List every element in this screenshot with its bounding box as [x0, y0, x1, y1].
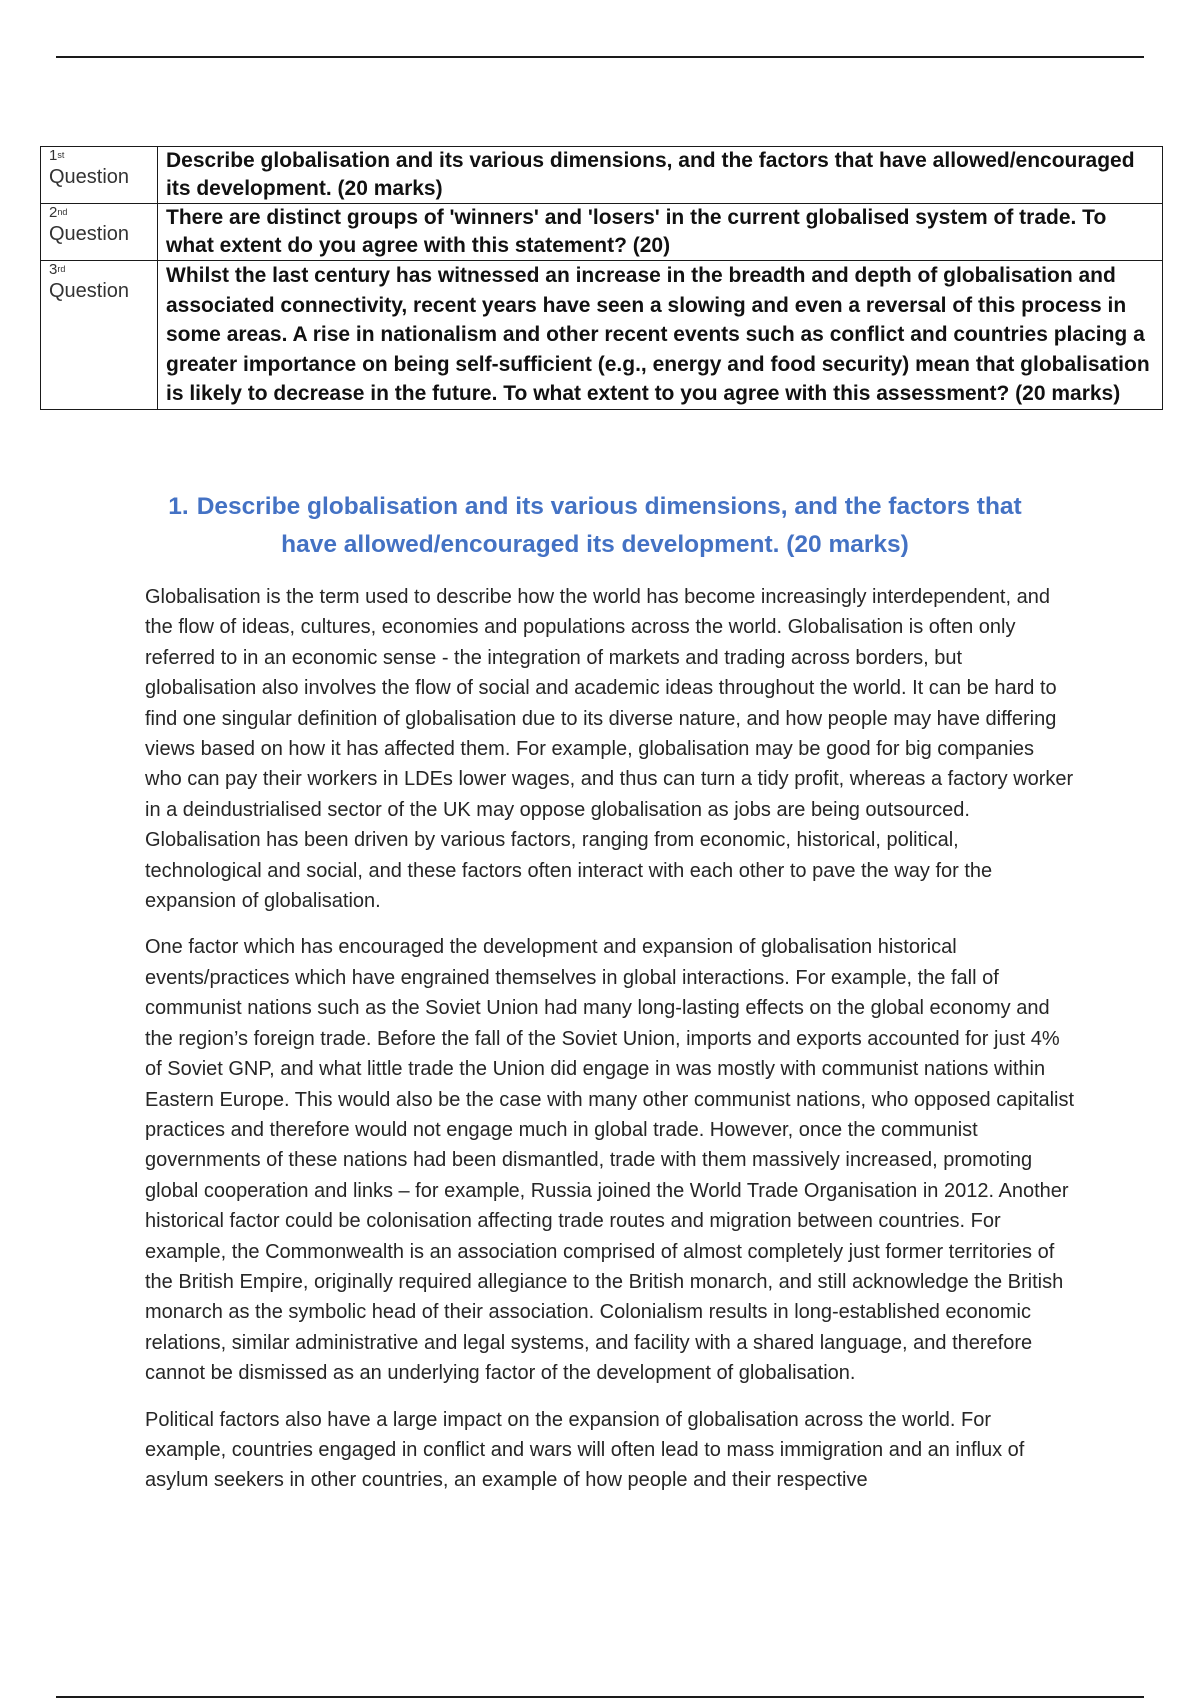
- footer-rule: [56, 1696, 1144, 1698]
- question-label-cell: [41, 147, 158, 204]
- question-text: Describe globalisation and its various dimensions, and the factors that have allowed/encouraged its development. (20 marks): [158, 147, 1163, 204]
- question-label: Question: [49, 166, 130, 188]
- question-row-3: [41, 261, 1163, 410]
- heading-text: Describe globalisation and its various dimensions, and the factors that have allowed/encouraged its development. (20 marks): [196, 493, 1022, 558]
- questions-table: [40, 146, 1163, 410]
- question-label-cell: [41, 261, 158, 410]
- section-heading: [150, 488, 1040, 564]
- question-label: Question: [49, 223, 130, 245]
- heading-number: 1.: [168, 493, 189, 520]
- question-text: There are distinct groups of 'winners' and 'losers' in the current globalised system of trade. To what extent do you agree with this statement? (20): [158, 204, 1163, 261]
- paragraph: Political factors also have a large impact on the expansion of globalisation across the world. For example, countries engaged in conflict and wars will often lead to mass immigration and an influx of asylum seekers in other countries, an example of how people and their respective: [145, 1408, 1025, 1492]
- question-ordinal: 2nd: [49, 204, 68, 221]
- paragraph: One factor which has encouraged the development and expansion of globalisation historical events/practices which have engrained themselves in global interactions. For example, the fall of communist nations such as the Soviet Union had many long-lasting effects on the global economy and the region’s foreign trade. Before the fall of the Soviet Union, imports and exports accounted for just 4% of Soviet GNP, and what little trade the Union did engage in was mostly with communist nations within Eastern Europe. This would also be the case with many other communist nations, who opposed capitalist practices and therefore would not engage much in global trade. However, once the communist governments of these nations had been dismantled, trade with them massively increased, promoting global cooperation and links – for example, Russia joined the World Trade Organisation in 2012. Another historical factor could be colonisation affecting trade routes and migration between countries. For example, the Commonwealth is an association comprised of almost completely just former territories of the British Empire, originally required allegiance to the British monarch, and still acknowledge the British monarch as the symbolic head of their association. Colonialism results in long-established economic relations, similar administrative and legal systems, and facility with a shared language, and therefore cannot be dismissed as an underlying factor of the development of globalisation.: [145, 936, 1075, 1385]
- question-label-cell: [41, 204, 158, 261]
- essay-body: [145, 582, 1075, 1512]
- question-ordinal: 3rd: [49, 261, 66, 278]
- question-ordinal: 1st: [49, 147, 65, 164]
- paragraph: Globalisation is the term used to describe how the world has become increasingly interdependent, and the flow of ideas, cultures, economies and populations across the world. Globalisation is often only referred to in an economic sense - the integration of markets and trading across borders, but globalisation also involves the flow of social and academic ideas throughout the world. It can be hard to find one singular definition of globalisation due to its diverse nature, and how people may have differing views based on how it has affected them. For example, globalisation may be good for big companies who can pay their workers in LDEs lower wages, and thus can turn a tidy profit, whereas a factory worker in a deindustrialised sector of the UK may oppose globalisation as jobs are being outsourced. Globalisation has been driven by various factors, ranging from economic, historical, political, technological and social, and these factors often interact with each other to pave the way for the expansion of globalisation.: [145, 586, 1074, 913]
- question-text: Whilst the last century has witnessed an increase in the breadth and depth of globalisation and associated connectivity, recent years have seen a slowing and even a reversal of this process in some areas. A rise in nationalism and other recent events such as conflict and countries placing a greater importance on being self-sufficient (e.g., energy and food security) mean that globalisation is likely to decrease in the future. To what extent to you agree with this assessment? (20 marks): [158, 261, 1163, 410]
- question-row-1: [41, 147, 1163, 204]
- question-row-2: [41, 204, 1163, 261]
- header-rule: [56, 56, 1144, 58]
- question-label: Question: [49, 280, 130, 302]
